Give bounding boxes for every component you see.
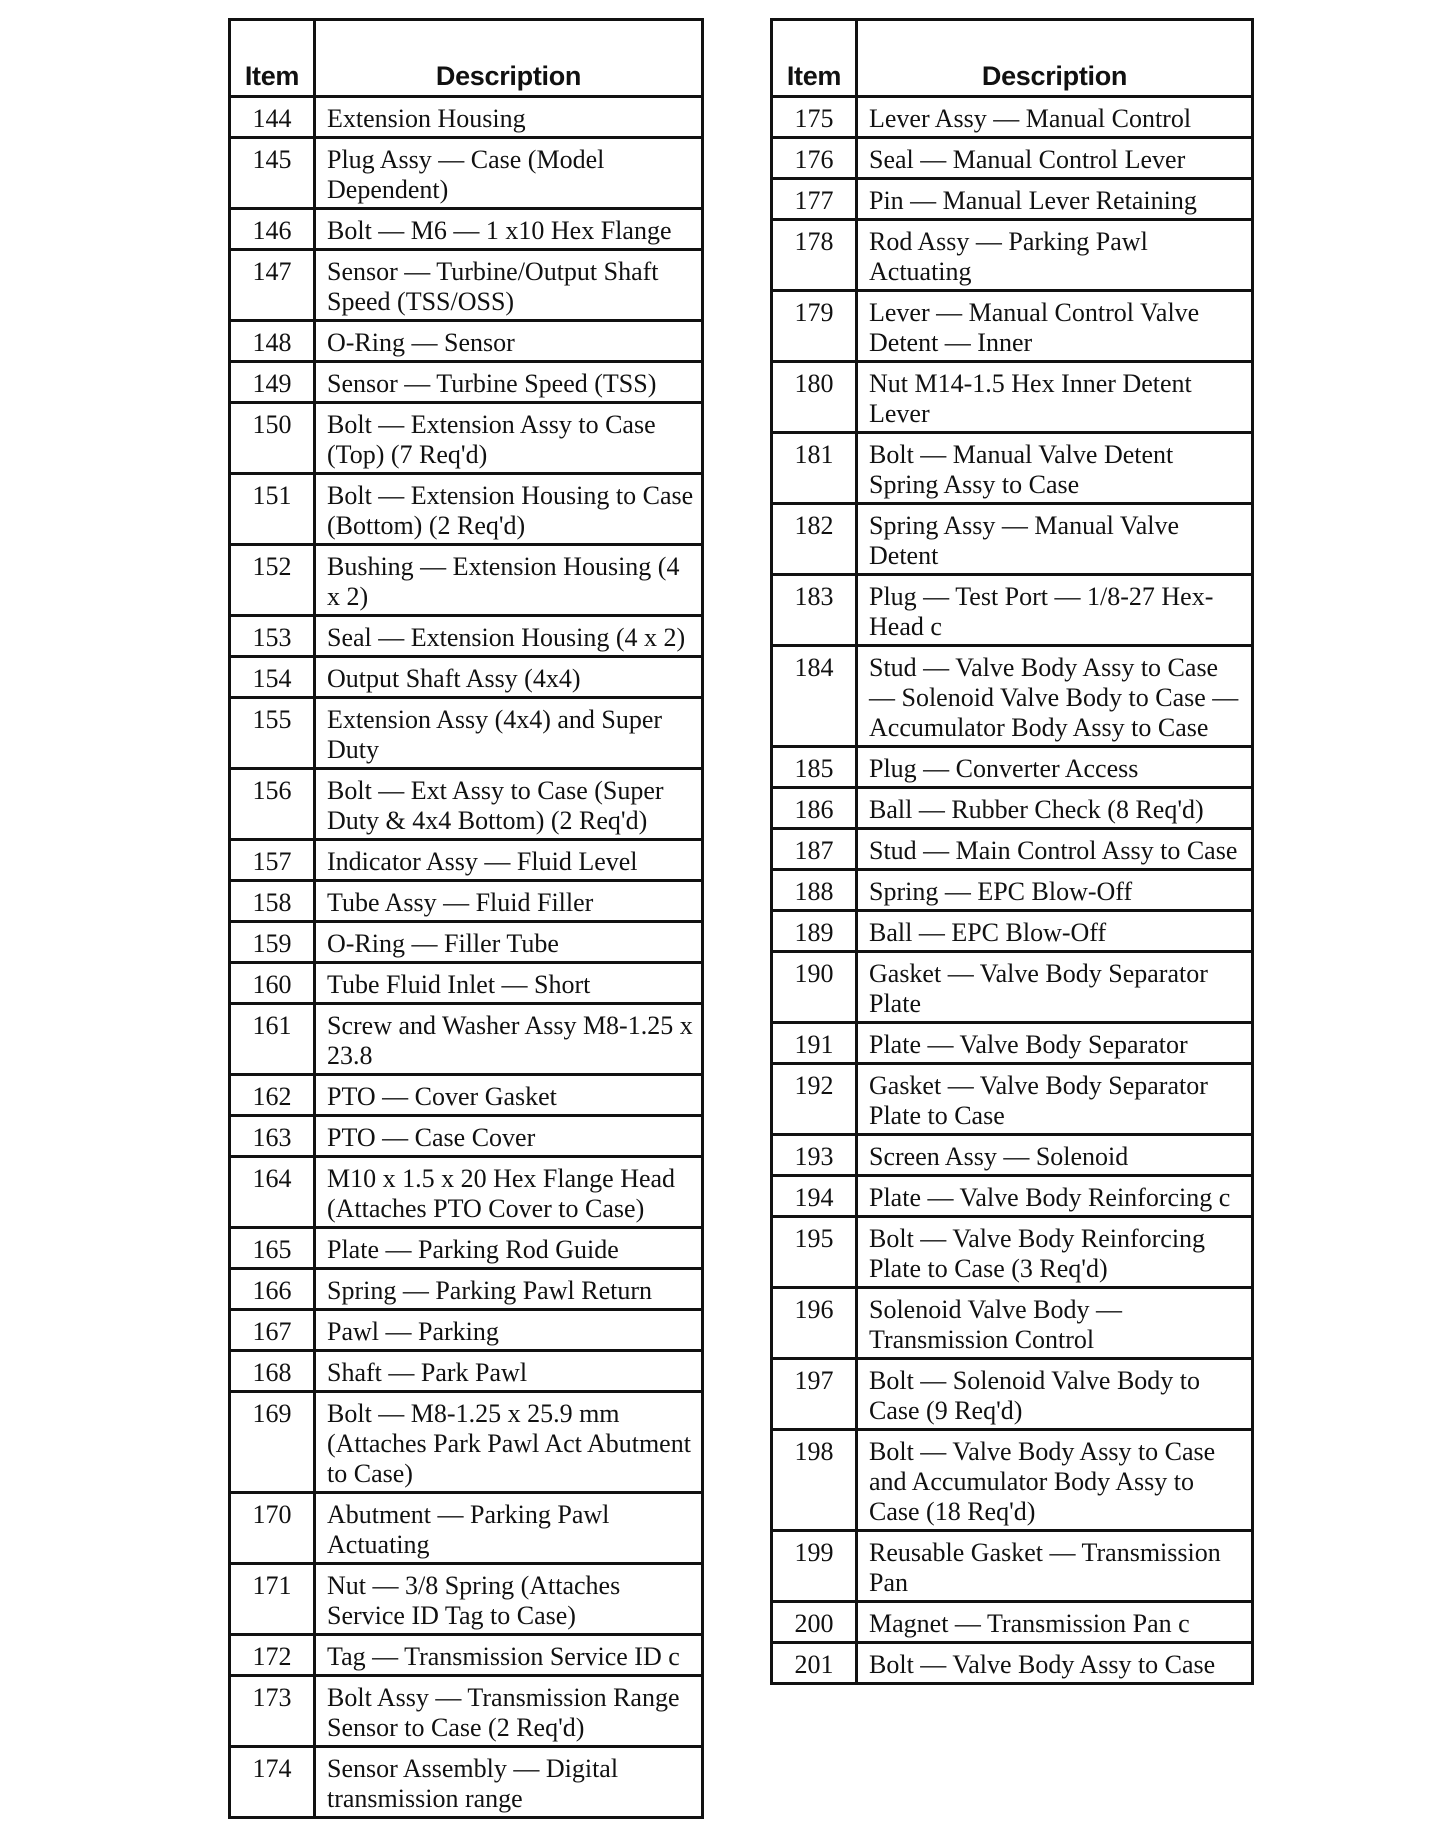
item-number: 171 xyxy=(230,1564,315,1635)
parts-table-right-body xyxy=(772,97,1253,1684)
table-row xyxy=(772,646,1253,747)
item-description: Plate — Valve Body Separator xyxy=(857,1023,1253,1064)
item-description: Pin — Manual Lever Retaining xyxy=(857,179,1253,220)
table-row xyxy=(772,911,1253,952)
table-row xyxy=(772,1176,1253,1217)
table-row xyxy=(772,788,1253,829)
table-row xyxy=(230,138,703,209)
item-description: Bolt — Manual Valve Detent Spring Assy to Case xyxy=(857,433,1253,504)
table-row xyxy=(230,1392,703,1493)
item-description: Output Shaft Assy (4x4) xyxy=(315,657,703,698)
table-row xyxy=(230,1747,703,1818)
item-number: 148 xyxy=(230,321,315,362)
table-row xyxy=(772,870,1253,911)
table-row xyxy=(772,1602,1253,1643)
item-number: 175 xyxy=(772,97,857,138)
item-number: 152 xyxy=(230,545,315,616)
item-number: 146 xyxy=(230,209,315,250)
item-description: Plate — Valve Body Reinforcing c xyxy=(857,1176,1253,1217)
item-number: 153 xyxy=(230,616,315,657)
item-number: 187 xyxy=(772,829,857,870)
table-row xyxy=(230,616,703,657)
item-description: Ball — EPC Blow-Off xyxy=(857,911,1253,952)
item-description: Tube Fluid Inlet — Short xyxy=(315,963,703,1004)
item-number: 144 xyxy=(230,97,315,138)
item-description: Bolt — M8-1.25 x 25.9 mm (Attaches Park Pawl Act Abutment to Case) xyxy=(315,1392,703,1493)
item-number: 151 xyxy=(230,474,315,545)
table-row xyxy=(772,952,1253,1023)
item-number: 149 xyxy=(230,362,315,403)
item-number: 158 xyxy=(230,881,315,922)
item-number: 199 xyxy=(772,1531,857,1602)
item-description: Pawl — Parking xyxy=(315,1310,703,1351)
item-number: 188 xyxy=(772,870,857,911)
table-row xyxy=(230,657,703,698)
item-number: 161 xyxy=(230,1004,315,1075)
item-number: 154 xyxy=(230,657,315,698)
item-number: 179 xyxy=(772,291,857,362)
item-number: 162 xyxy=(230,1075,315,1116)
item-description: Bolt — Solenoid Valve Body to Case (9 Req'd) xyxy=(857,1359,1253,1430)
table-row xyxy=(230,1493,703,1564)
item-description: Shaft — Park Pawl xyxy=(315,1351,703,1392)
item-description: Extension Housing xyxy=(315,97,703,138)
item-description: Sensor — Turbine Speed (TSS) xyxy=(315,362,703,403)
table-row xyxy=(772,575,1253,646)
table-row xyxy=(230,769,703,840)
table-row xyxy=(772,1064,1253,1135)
table-row xyxy=(230,1004,703,1075)
item-description: Plate — Parking Rod Guide xyxy=(315,1228,703,1269)
table-row xyxy=(772,504,1253,575)
table-row xyxy=(230,403,703,474)
item-number: 180 xyxy=(772,362,857,433)
description-column-header: Description xyxy=(315,20,703,97)
item-number: 150 xyxy=(230,403,315,474)
item-description: Gasket — Valve Body Separator Plate xyxy=(857,952,1253,1023)
item-description: Spring — EPC Blow-Off xyxy=(857,870,1253,911)
item-description: Bolt — Extension Housing to Case (Bottom) (2 Req'd) xyxy=(315,474,703,545)
item-description: Lever — Manual Control Valve Detent — Inner xyxy=(857,291,1253,362)
item-description: Lever Assy — Manual Control xyxy=(857,97,1253,138)
table-row xyxy=(772,97,1253,138)
item-description: Tube Assy — Fluid Filler xyxy=(315,881,703,922)
table-row xyxy=(772,433,1253,504)
item-number: 160 xyxy=(230,963,315,1004)
item-number: 174 xyxy=(230,1747,315,1818)
table-row xyxy=(230,963,703,1004)
item-number: 145 xyxy=(230,138,315,209)
item-description: Bolt — Valve Body Reinforcing Plate to Case (3 Req'd) xyxy=(857,1217,1253,1288)
item-number: 176 xyxy=(772,138,857,179)
item-column-header: Item xyxy=(230,20,315,97)
item-number: 183 xyxy=(772,575,857,646)
table-row xyxy=(230,321,703,362)
table-row xyxy=(230,250,703,321)
item-number: 200 xyxy=(772,1602,857,1643)
parts-table-left xyxy=(228,18,704,1819)
table-row xyxy=(772,179,1253,220)
item-description: Gasket — Valve Body Separator Plate to Case xyxy=(857,1064,1253,1135)
table-row xyxy=(230,1351,703,1392)
item-number: 165 xyxy=(230,1228,315,1269)
item-description: O-Ring — Filler Tube xyxy=(315,922,703,963)
item-number: 173 xyxy=(230,1676,315,1747)
item-number: 181 xyxy=(772,433,857,504)
item-number: 166 xyxy=(230,1269,315,1310)
item-description: Bolt — Extension Assy to Case (Top) (7 Req'd) xyxy=(315,403,703,474)
item-description: Screen Assy — Solenoid xyxy=(857,1135,1253,1176)
item-column-header: Item xyxy=(772,20,857,97)
item-number: 164 xyxy=(230,1157,315,1228)
item-description: Rod Assy — Parking Pawl Actuating xyxy=(857,220,1253,291)
item-number: 155 xyxy=(230,698,315,769)
table-row xyxy=(230,1157,703,1228)
table-row xyxy=(772,362,1253,433)
item-number: 185 xyxy=(772,747,857,788)
description-column-header: Description xyxy=(857,20,1253,97)
item-description: Bolt — Ext Assy to Case (Super Duty & 4x4 Bottom) (2 Req'd) xyxy=(315,769,703,840)
item-description: Plug — Test Port — 1/8-27 Hex-Head c xyxy=(857,575,1253,646)
table-row xyxy=(772,1359,1253,1430)
table-row xyxy=(230,209,703,250)
item-description: Screw and Washer Assy M8-1.25 x 23.8 xyxy=(315,1004,703,1075)
item-number: 172 xyxy=(230,1635,315,1676)
item-description: Bolt — M6 — 1 x10 Hex Flange xyxy=(315,209,703,250)
item-description: Plug — Converter Access xyxy=(857,747,1253,788)
table-row xyxy=(230,97,703,138)
item-description: Tag — Transmission Service ID c xyxy=(315,1635,703,1676)
table-row xyxy=(230,545,703,616)
item-number: 177 xyxy=(772,179,857,220)
item-number: 197 xyxy=(772,1359,857,1430)
item-number: 178 xyxy=(772,220,857,291)
item-description: Bushing — Extension Housing (4 x 2) xyxy=(315,545,703,616)
item-description: Stud — Valve Body Assy to Case — Solenoid Valve Body to Case — Accumulator Body Assy to Case xyxy=(857,646,1253,747)
parts-table-left-body xyxy=(230,97,703,1818)
item-number: 167 xyxy=(230,1310,315,1351)
table-row xyxy=(772,138,1253,179)
item-description: Indicator Assy — Fluid Level xyxy=(315,840,703,881)
table-row xyxy=(772,1430,1253,1531)
table-row xyxy=(772,1217,1253,1288)
item-description: Sensor Assembly — Digital transmission range xyxy=(315,1747,703,1818)
table-row xyxy=(230,698,703,769)
item-number: 190 xyxy=(772,952,857,1023)
item-description: Bolt Assy — Transmission Range Sensor to Case (2 Req'd) xyxy=(315,1676,703,1747)
table-row xyxy=(230,1310,703,1351)
item-description: Seal — Extension Housing (4 x 2) xyxy=(315,616,703,657)
table-row xyxy=(772,1531,1253,1602)
table-row xyxy=(772,291,1253,362)
item-description: Stud — Main Control Assy to Case xyxy=(857,829,1253,870)
item-number: 168 xyxy=(230,1351,315,1392)
table-row xyxy=(772,1643,1253,1684)
item-description: M10 x 1.5 x 20 Hex Flange Head (Attaches PTO Cover to Case) xyxy=(315,1157,703,1228)
item-number: 170 xyxy=(230,1493,315,1564)
item-description: Bolt — Valve Body Assy to Case xyxy=(857,1643,1253,1684)
item-number: 198 xyxy=(772,1430,857,1531)
item-description: Spring — Parking Pawl Return xyxy=(315,1269,703,1310)
item-description: PTO — Cover Gasket xyxy=(315,1075,703,1116)
table-row xyxy=(230,840,703,881)
table-row xyxy=(772,1135,1253,1176)
item-number: 156 xyxy=(230,769,315,840)
parts-table-right xyxy=(770,18,1254,1685)
item-description: Sensor — Turbine/Output Shaft Speed (TSS/OSS) xyxy=(315,250,703,321)
item-number: 186 xyxy=(772,788,857,829)
item-number: 195 xyxy=(772,1217,857,1288)
item-description: Abutment — Parking Pawl Actuating xyxy=(315,1493,703,1564)
item-description: Ball — Rubber Check (8 Req'd) xyxy=(857,788,1253,829)
item-number: 191 xyxy=(772,1023,857,1064)
item-number: 182 xyxy=(772,504,857,575)
item-description: Reusable Gasket — Transmission Pan xyxy=(857,1531,1253,1602)
item-description: Plug Assy — Case (Model Dependent) xyxy=(315,138,703,209)
table-row xyxy=(230,1269,703,1310)
item-number: 189 xyxy=(772,911,857,952)
item-description: Spring Assy — Manual Valve Detent xyxy=(857,504,1253,575)
item-number: 163 xyxy=(230,1116,315,1157)
item-description: O-Ring — Sensor xyxy=(315,321,703,362)
item-description: Solenoid Valve Body — Transmission Control xyxy=(857,1288,1253,1359)
table-row xyxy=(230,362,703,403)
table-row xyxy=(230,474,703,545)
item-description: Magnet — Transmission Pan c xyxy=(857,1602,1253,1643)
table-row xyxy=(230,1635,703,1676)
item-number: 184 xyxy=(772,646,857,747)
table-row xyxy=(230,922,703,963)
table-row xyxy=(230,1116,703,1157)
item-number: 194 xyxy=(772,1176,857,1217)
item-description: Nut — 3/8 Spring (Attaches Service ID Tag to Case) xyxy=(315,1564,703,1635)
table-row xyxy=(230,1075,703,1116)
item-number: 196 xyxy=(772,1288,857,1359)
item-number: 157 xyxy=(230,840,315,881)
table-row xyxy=(772,1288,1253,1359)
item-number: 201 xyxy=(772,1643,857,1684)
table-row xyxy=(772,747,1253,788)
item-number: 192 xyxy=(772,1064,857,1135)
item-description: PTO — Case Cover xyxy=(315,1116,703,1157)
table-row xyxy=(772,829,1253,870)
table-row xyxy=(230,881,703,922)
item-description: Nut M14-1.5 Hex Inner Detent Lever xyxy=(857,362,1253,433)
item-number: 159 xyxy=(230,922,315,963)
header-row xyxy=(772,20,1253,97)
header-row xyxy=(230,20,703,97)
table-row xyxy=(772,220,1253,291)
table-row xyxy=(230,1564,703,1635)
item-number: 193 xyxy=(772,1135,857,1176)
table-row xyxy=(772,1023,1253,1064)
item-description: Extension Assy (4x4) and Super Duty xyxy=(315,698,703,769)
item-description: Seal — Manual Control Lever xyxy=(857,138,1253,179)
item-number: 147 xyxy=(230,250,315,321)
item-number: 169 xyxy=(230,1392,315,1493)
table-row xyxy=(230,1676,703,1747)
item-description: Bolt — Valve Body Assy to Case and Accumulator Body Assy to Case (18 Req'd) xyxy=(857,1430,1253,1531)
table-row xyxy=(230,1228,703,1269)
